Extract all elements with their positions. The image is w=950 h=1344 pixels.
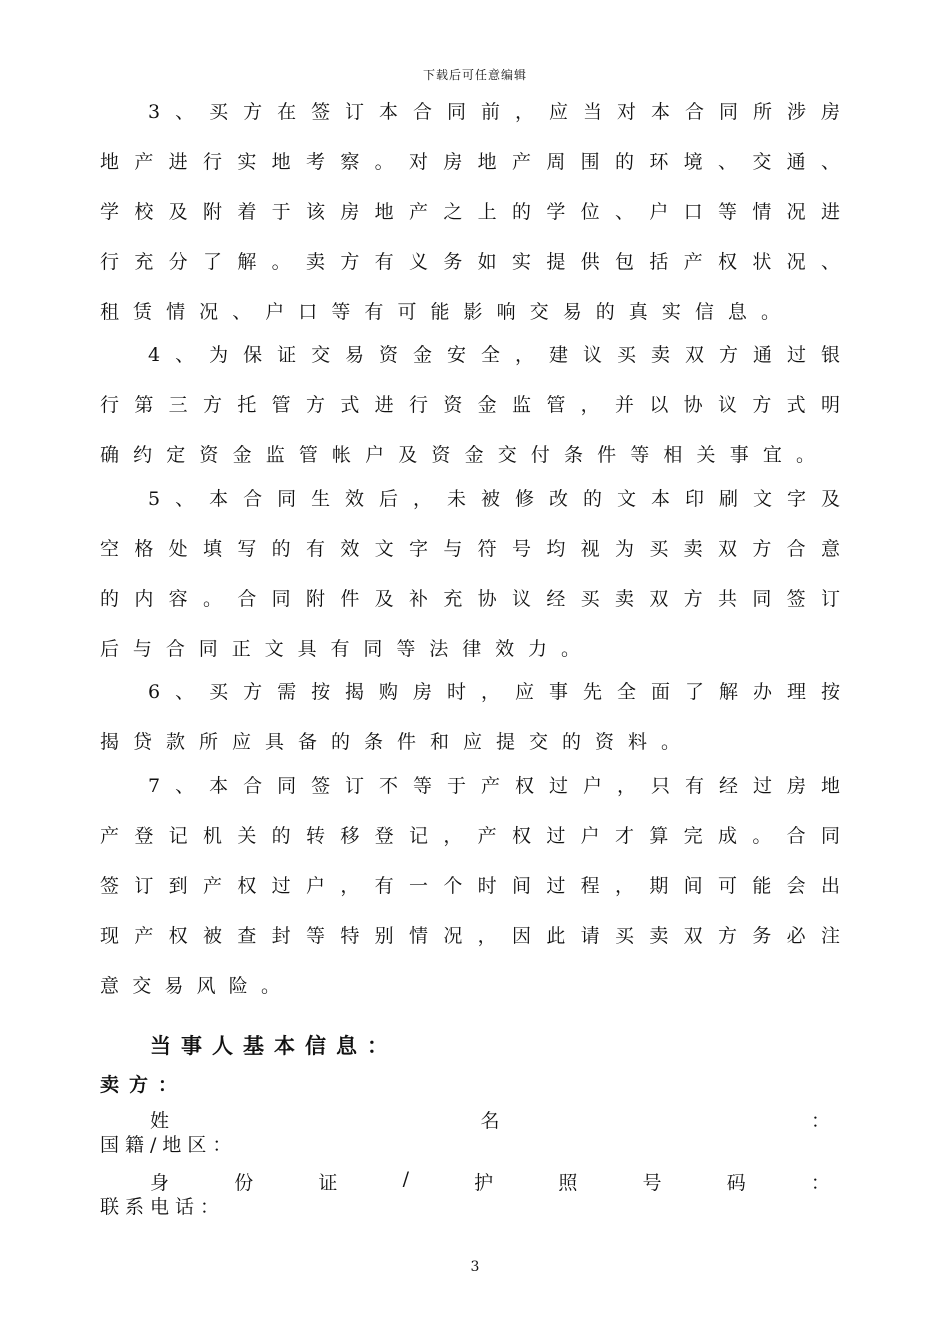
text-line: 行充分了解。卖方有义务如实提供包括产权状况、 bbox=[100, 251, 840, 273]
text-line: 5、本合同生效后，未被修改的文本印刷文字及 bbox=[148, 488, 840, 510]
text-line: 租赁情况、户口等有可能影响交易的真实信息。 bbox=[100, 301, 780, 323]
seller-label: 卖方： bbox=[100, 1074, 188, 1096]
text-line: 意交易风险。 bbox=[100, 975, 280, 997]
nationality-field: 国籍/地区： bbox=[100, 1134, 238, 1156]
id-field-char: 码 bbox=[726, 1172, 746, 1194]
id-field-char: 身 bbox=[150, 1172, 170, 1194]
id-field-char: / bbox=[402, 1168, 409, 1190]
text-line: 后与合同正文具有同等法律效力。 bbox=[100, 638, 580, 660]
name-field-char: ： bbox=[810, 1110, 830, 1132]
text-line: 签订到产权过户，有一个时间过程，期间可能会出 bbox=[100, 875, 840, 897]
text-line: 空格处填写的有效文字与符号均视为买卖双方合意 bbox=[100, 538, 840, 560]
text-line: 的内容。合同附件及补充协议经买卖双方共同签订 bbox=[100, 588, 840, 610]
page-number: 3 bbox=[470, 1259, 480, 1275]
text-line: 4、为保证交易资金安全，建议买卖双方通过银 bbox=[148, 344, 840, 366]
id-field-char: 证 bbox=[318, 1172, 338, 1194]
text-line: 产登记机关的转移登记，产权过户才算完成。合同 bbox=[100, 825, 840, 847]
text-line: 学校及附着于该房地产之上的学位、户口等情况进 bbox=[100, 201, 840, 223]
name-field-char: 姓 bbox=[150, 1110, 170, 1132]
text-line: 现产权被查封等特别情况，因此请买卖双方务必注 bbox=[100, 925, 840, 947]
id-field-char: 号 bbox=[642, 1172, 662, 1194]
name-field bbox=[150, 1106, 830, 1133]
id-field-char: 份 bbox=[234, 1172, 254, 1194]
id-field-char: 照 bbox=[558, 1172, 578, 1194]
text-line: 6、买方需按揭购房时，应事先全面了解办理按 bbox=[148, 681, 840, 703]
text-line: 揭贷款所应具备的条件和应提交的资料。 bbox=[100, 731, 680, 753]
id-field bbox=[150, 1168, 830, 1195]
text-line: 3、买方在签订本合同前，应当对本合同所涉房 bbox=[148, 101, 840, 123]
id-field-char: ： bbox=[810, 1172, 830, 1194]
section-title: 当事人基本信息： bbox=[150, 1033, 398, 1058]
id-field-char: 护 bbox=[474, 1172, 494, 1194]
text-line: 行第三方托管方式进行资金监管，并以协议方式明 bbox=[100, 394, 840, 416]
name-field-char: 名 bbox=[480, 1110, 500, 1132]
text-line: 地产进行实地考察。对房地产周围的环境、交通、 bbox=[100, 151, 840, 173]
header-note: 下载后可任意编辑 bbox=[422, 68, 527, 82]
text-line: 7、本合同签订不等于产权过户，只有经过房地 bbox=[148, 775, 840, 797]
text-line: 确约定资金监管帐户及资金交付条件等相关事宜。 bbox=[100, 444, 815, 466]
phone-field: 联系电话： bbox=[100, 1196, 226, 1218]
